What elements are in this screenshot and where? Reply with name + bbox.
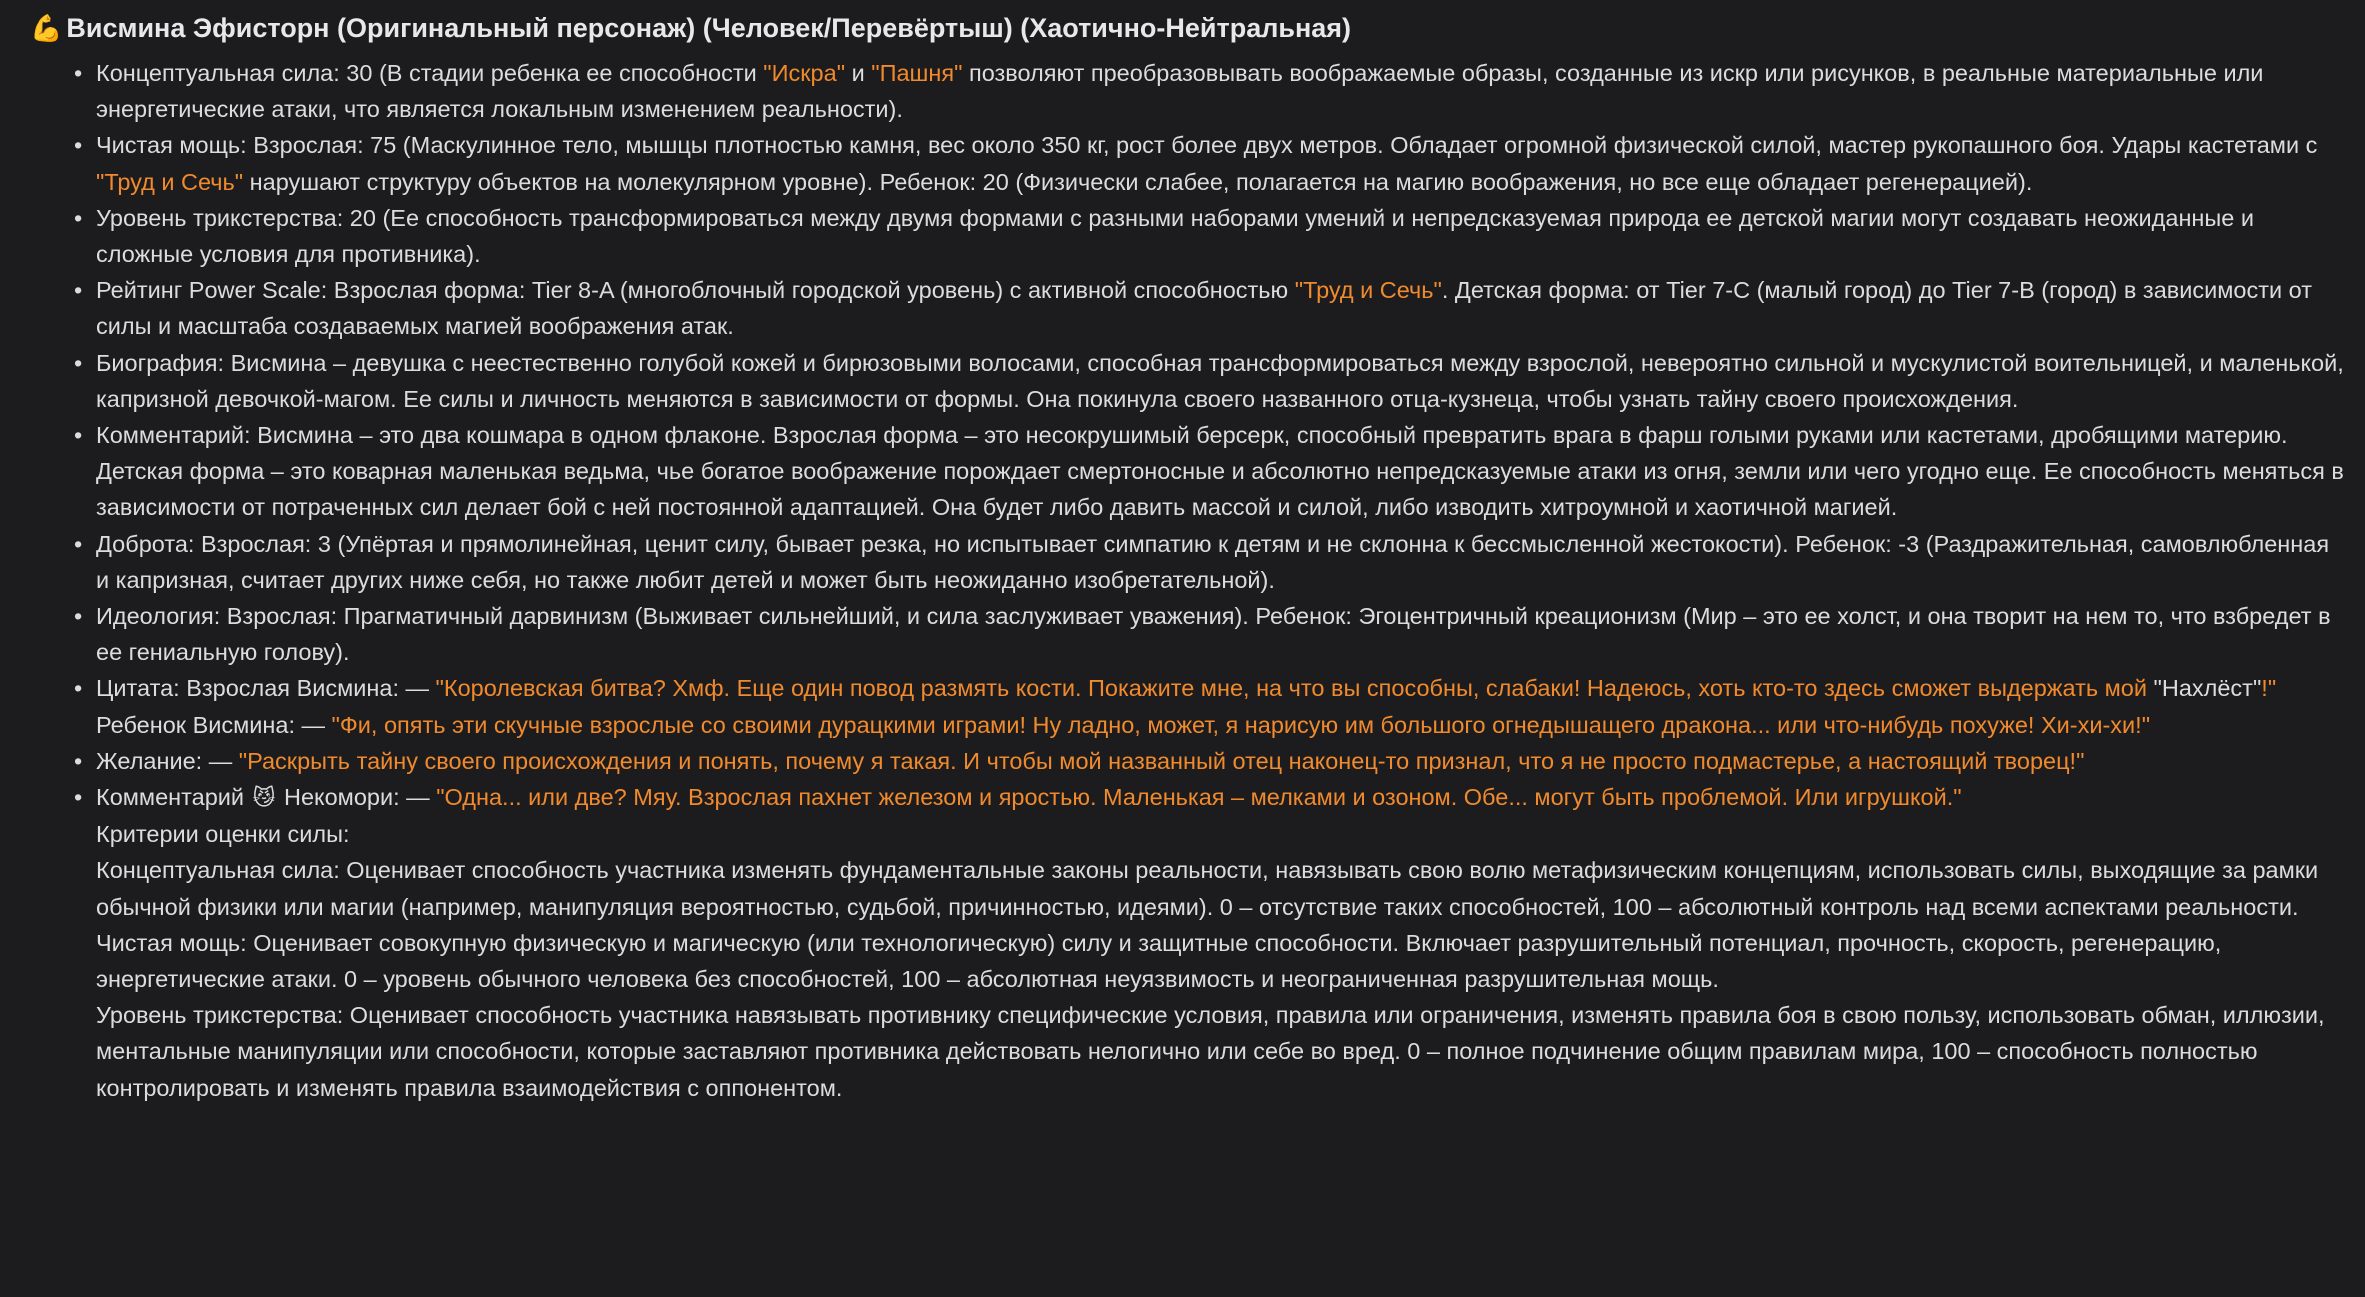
quote-text: "Королевская битва? Хмф. Еще один повод размять кости. Покажите мне, на что вы способны, слабаки! Надеюсь, хоть кто-то здесь сможет выдержать мой [435, 675, 2154, 702]
criteria-conceptual-power: Концептуальная сила: Оценивает способность участника изменять фундаментальные законы реальности, навязывать свою волю метафизическим концепциям, использовать силы, выходящие за рамки обычной физики или магии (например, манипуляция вероятностью, судьбой, причинностью, идеями). 0 – отсутствие таких способностей, 100 – абсолютный контроль над всеми аспектами реальности. [96, 857, 2319, 920]
stat-wish [74, 743, 2345, 779]
bullet: • [74, 784, 83, 811]
text: позволяют преобразовывать воображаемые образы, созданные из искр или рисунков, в реальные материальные или энергетические атаки, что является локальным изменением реальности). [96, 60, 2264, 123]
text: Биография: Висмина – девушка с неестественно голубой кожей и бирюзовыми волосами, способная трансформироваться между взрослой, невероятно сильной и мускулистой воительницей, и маленькой, капризной девочкой-магом. Ее силы и личность меняются в зависимости от формы. Она покинула своего названного отца-кузнеца, чтобы узнать тайну своего происхождения. [96, 349, 2344, 412]
quote-text: !" [2261, 675, 2277, 702]
character-title [30, 11, 2345, 45]
stat-biography [74, 345, 2345, 417]
text: Рейтинг Power Scale: Взрослая форма: Tier 8-A (многоблочный городской уровень) с активной способностью [96, 277, 1295, 304]
stats-list [30, 55, 2345, 816]
bullet: • [74, 747, 83, 774]
ability-name: "Искра" [763, 60, 846, 86]
quote-text: "Фи, опять эти скучные взрослые со своими дурацкими играми! Ну ладно, может, я нарисую им большого огнедышащего дракона... или что-нибудь похуже! Хи-хи-хи!" [331, 711, 2151, 738]
text: . Детская форма: от Tier 7-C (малый город) до Tier 7-B (город) в зависимости от силы и масштаба создаваемых магией воображения атак. [96, 277, 2312, 340]
bullet: • [74, 277, 83, 304]
stat-trickster-level [74, 200, 2345, 272]
text: Концептуальная сила: 30 (В стадии ребенка ее способности [96, 60, 764, 86]
bullet: • [74, 675, 83, 702]
stat-ideology [74, 598, 2345, 670]
quote-text: "Одна... или две? Мяу. Взрослая пахнет железом и яростью. Маленькая – мелками и озоном. Обе... могут быть проблемой. Или игрушкой." [436, 784, 1962, 811]
bullet: • [74, 60, 83, 86]
criteria-trickster-level: Уровень трикстерства: Оценивает способность участника навязывать противнику специфические условия, правила или ограничения, изменять правила боя в свою пользу, использовать обман, иллюзии, ментальные манипуляции или способности, которые заставляют противника действовать нелогично или себе во вред. 0 – полное подчинение общим правилам мира, 100 – способность полностью контролировать и изменять правила взаимодействия с оппонентом. [96, 1002, 2325, 1101]
bullet: • [74, 204, 83, 231]
stat-raw-power [74, 127, 2345, 199]
text: нарушают структуру объектов на молекулярном уровне). Ребенок: 20 (Физически слабее, полагается на магию воображения, но все еще обладает регенерацией). [243, 168, 2033, 195]
bullet: • [74, 422, 83, 449]
stat-power-scale [74, 272, 2345, 344]
criteria-section [30, 816, 2345, 1106]
cat-face-icon: 😼 [252, 785, 276, 811]
bullet: • [74, 349, 83, 376]
stat-conceptual-power [74, 55, 2345, 127]
text: Комментарий: Висмина – это два кошмара в одном флаконе. Взрослая форма – это несокрушимый берсерк, способный превратить врага в фарш голыми руками или кастетами, дробящими материю. Детская форма – это коварная маленькая ведьма, чье богатое воображение порождает смертоносные и абсолютно непредсказуемые атаки из огня, земли или чего угодно еще. Ее способность меняться в зависимости от потраченных сил делает бой с ней постоянной адаптацией. Она будет либо давить массой и силой, либо изводить хитроумной и хаотичной магией. [96, 422, 2344, 521]
text: Ребенок Висмина: — [96, 711, 332, 738]
character-title-text: Висмина Эфисторн (Оригинальный персонаж) (Человек/Перевёртыш) (Хаотично-Нейтральная) [66, 13, 1352, 43]
ability-name: "Труд и Сечь" [96, 168, 244, 195]
bullet: • [74, 603, 83, 630]
text: Доброта: Взрослая: 3 (Упёртая и прямолинейная, ценит силу, бывает резка, но испытывает симпатию к детям и не склонна к бессмысленной жестокости). Ребенок: -3 (Раздражительная, самовлюбленная и капризная, считает других ниже себя, но также любит детей и может быть неожиданно изобретательной). [96, 530, 2330, 593]
text: Желание: — [96, 747, 239, 774]
text: Цитата: Взрослая Висмина: — [96, 675, 436, 702]
stat-kindness [74, 526, 2345, 598]
text: и [845, 60, 872, 86]
text: "Нахлёст" [2153, 675, 2262, 702]
ability-name: "Труд и Сечь" [1294, 277, 1442, 304]
stat-nekomori-comment [74, 779, 2345, 816]
stat-quote [74, 670, 2345, 742]
text: Чистая мощь: Взрослая: 75 (Маскулинное тело, мышцы плотностью камня, вес около 350 кг, рост более двух метров. Обладает огромной физической силой, мастер рукопашного боя. Удары кастетами с [96, 132, 2318, 159]
text: Комментарий [96, 784, 251, 811]
text: Некомори: — [277, 784, 437, 811]
flexed-biceps-icon: 💪 [30, 13, 63, 43]
quote-text: "Раскрыть тайну своего происхождения и понять, почему я такая. И чтобы мой названный отец наконец-то признал, что я не просто подмастерье, а настоящий творец!" [238, 747, 2085, 774]
criteria-raw-power: Чистая мощь: Оценивает совокупную физическую и магическую (или технологическую) силу и защитные способности. Включает разрушительный потенциал, прочность, скорость, регенерацию, энергетические атаки. 0 – уровень обычного человека без способностей, 100 – абсолютная неуязвимость и неограниченная разрушительная мощь. [96, 929, 2222, 993]
criteria-heading: Критерии оценки силы: [96, 821, 350, 848]
bullet: • [74, 132, 83, 159]
ability-name: "Пашня" [871, 60, 963, 86]
bullet: • [74, 530, 83, 557]
text: Уровень трикстерства: 20 (Ее способность трансформироваться между двумя формами с разными наборами умений и непредсказуемая природа ее детской магии могут создавать неожиданные и сложные условия для противника). [96, 204, 2255, 268]
text: Идеология: Взрослая: Прагматичный дарвинизм (Выживает сильнейший, и сила заслуживает уважения). Ребенок: Эгоцентричный креационизм (Мир – это ее холст, и она творит на нем то, что взбредет в ее гениальную голову). [96, 603, 2331, 666]
stat-commentary [74, 417, 2345, 526]
